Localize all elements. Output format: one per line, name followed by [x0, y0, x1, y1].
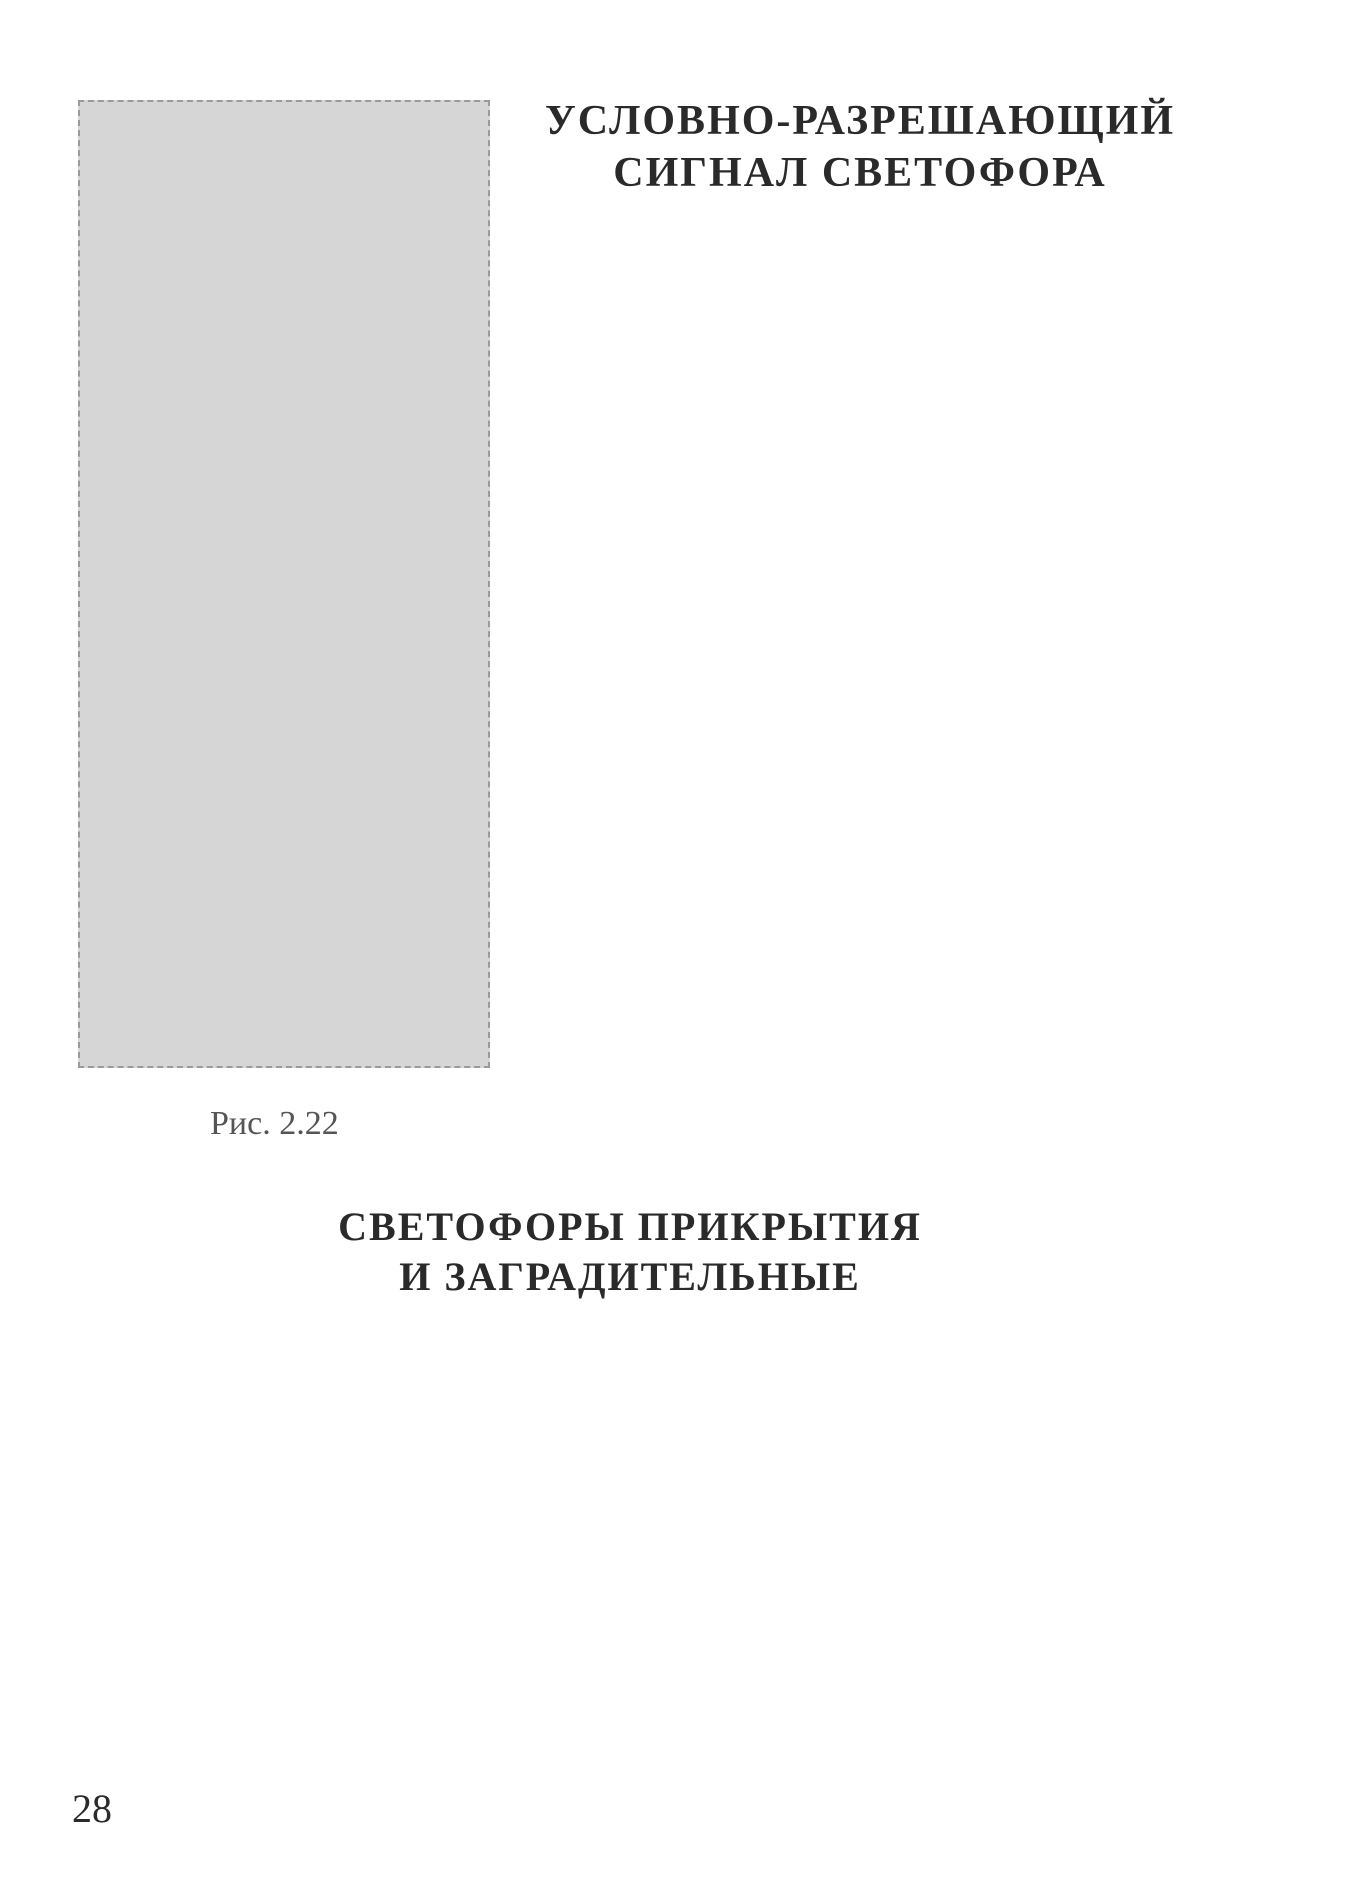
title-line-2: СИГНАЛ СВЕТОФОРА	[613, 150, 1107, 196]
section-title-cover-signals	[240, 1202, 1020, 1302]
title-line-2: И ЗАГРАДИТЕЛЬНЫЕ	[399, 1254, 861, 1299]
figure-caption: Рис. 2.22	[210, 1105, 339, 1142]
section-title-conditional-signal	[540, 95, 1180, 199]
page-number: 28	[72, 1786, 112, 1831]
title-line-1: СВЕТОФОРЫ ПРИКРЫТИЯ	[338, 1204, 922, 1249]
figure-illustration	[78, 100, 490, 1068]
title-line-1: УСЛОВНО-РАЗРЕШАЮЩИЙ	[544, 98, 1176, 144]
